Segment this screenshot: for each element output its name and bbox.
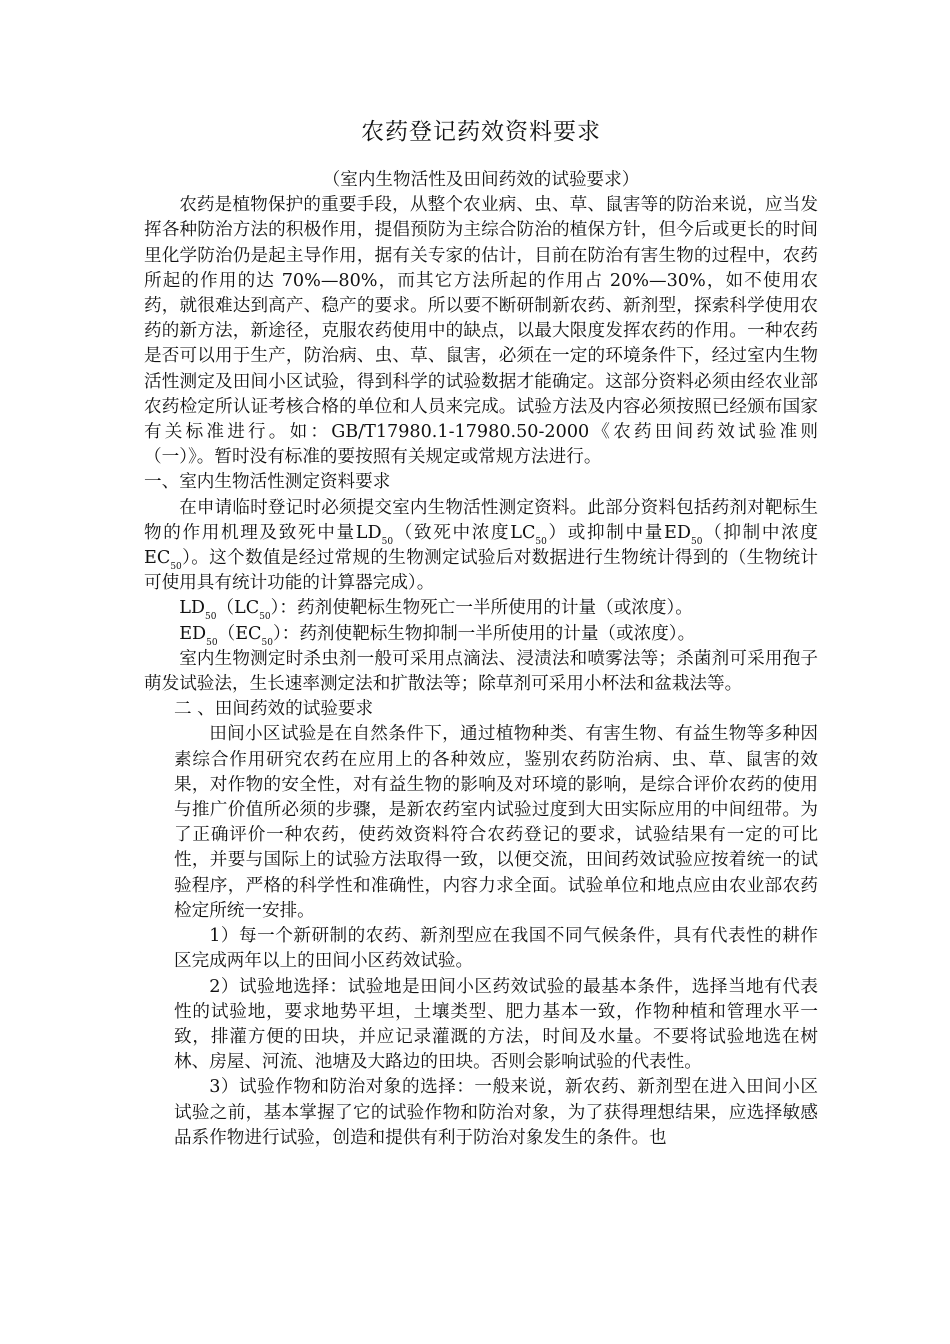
subscript: 50 [261,637,273,648]
subscript: 50 [535,536,547,547]
page-subtitle: （室内生物活性及田间药效的试验要求） [322,170,640,190]
intro-paragraph: 农药是植物保护的重要手段，从整个农业病、虫、草、鼠害等的防治来说，应当发挥各种防治方法的积极作用，提倡预防为主综合防治的植保方针，但今后或更长的时间里化学防治仍是起主导作用，据有关专家的估计，目前在防治有害生物的过程中，农药所起的作用的达 70%—80%，而其它方法所起的作用占 20%—30%，如不使用农药，就很难达到高产、稳产的要求。所以要不断研制新农药、新剂型，探索科学使用农药的新方法，新途径，克服农药使用中的缺点，以最大限度发挥农药的作用。一种农药是否可以用于生产，防治病、虫、草、鼠害，必须在一定的环境条件下，经过室内生物活性测定及田间小区试验，得到科学的试验数据才能确定。这部分资料必须由经农业部农药检定所认证考核合格的单位和人员来完成。试验方法及内容必须按照已经颁布国家有关标准进行。如：GB/T17980.1-17980.50-2000《农药田间药效试验准则（一）》。暂时没有标准的要按照有关规定或常规方法进行。 [144,195,818,468]
section2-item-1: 1）每一个新研制的农药、新剂型应在我国不同气候条件，具有代表性的耕作区完成两年以上的田间小区药效试验。 [174,926,818,972]
section2 [174,697,818,1151]
text-run: LD [179,598,205,619]
text-run: 在申请临时登记时必须提交室内生物活性测定资料。此部分资料包括药剂对靶标生物的作用机理及致死中量LD [144,497,818,543]
subscript: 50 [381,536,394,547]
section2-heading: 二 、田间药效的试验要求 [174,699,374,720]
text-run: （EC [217,623,262,644]
text-run: ED [179,623,207,644]
section1-paragraph-1 [144,496,818,597]
section1-heading: 一、室内生物活性测定资料要求 [144,472,391,493]
page-title: 农药登记药效资料要求 [361,119,601,145]
subscript: 50 [206,637,218,648]
section1-paragraph-2: 室内生物测定时杀虫剂一般可采用点滴法、浸渍法和喷雾法等；杀菌剂可采用孢子萌发试验法，生长速率测定法和扩散法等；除草剂可采用小杯法和盆栽法等。 [144,648,818,695]
section2-item-3: 3）试验作物和防治对象的选择：一般来说，新农药、新剂型在进入田间小区试验之前，基本掌握了它的试验作物和防治对象，为了获得理想结果，应选择敏感品系作物进行试验，创造和提供有利于防治对象发生的条件。也 [174,1077,818,1148]
text-run: ）或抑制中量ED [546,522,692,543]
subscript: 50 [691,536,703,547]
section2-paragraph-1: 田间小区试验是在自然条件下，通过植物种类、有害生物、有益生物等多种因素综合作用研究农药在应用上的各种效应，鉴别农药防治病、虫、草、鼠害的效果，对作物的安全性，对有益生物的影响及对环境的影响，是综合评价农药的使用与推广价值所必须的步骤，是新农药室内试验过度到大田实际应用的中间纽带。为了正确评价一种农药，使药效资料符合农药登记的要求，试验结果有一定的可比性，并要与国际上的试验方法取得一致，以便交流，田间药效试验应按着统一的试验程序，严格的科学性和准确性，内容力求全面。试验单位和地点应由农业部农药检定所统一安排。 [174,724,818,921]
subscript: 50 [204,612,217,623]
subscript: 50 [170,562,182,573]
section2-item-2: 2）试验地选择：试验地是田间小区药效试验的最基本条件，选择当地有代表性的试验地，要求地势平坦，土壤类型、肥力基本一致，作物种植和管理水平一致，排灌方便的田块，并应记录灌溉的方法，时间及水量。不要将试验地选在树林、房屋、河流、池塘及大路边的田块。否则会影响试验的代表性。 [174,976,818,1073]
definition-ld50 [144,596,818,621]
text-run: （LC [216,598,260,619]
subscript: 50 [259,612,271,623]
definition-ed50 [144,622,818,647]
text-run: ）。这个数值是经过常规的生物测定试验后对数据进行生物统计得到的（生物统计可使用具有统计功能的计算器完成）。 [144,548,818,594]
text-run: （致死中浓度LC [393,522,536,543]
text-run: ）：药剂使靶标生物死亡一半所使用的计量（或浓度）。 [270,598,693,619]
text-run: ）：药剂使靶标生物抑制一半所使用的计量（或浓度）。 [272,623,696,644]
text-run: （抑制中浓度EC [144,522,818,569]
